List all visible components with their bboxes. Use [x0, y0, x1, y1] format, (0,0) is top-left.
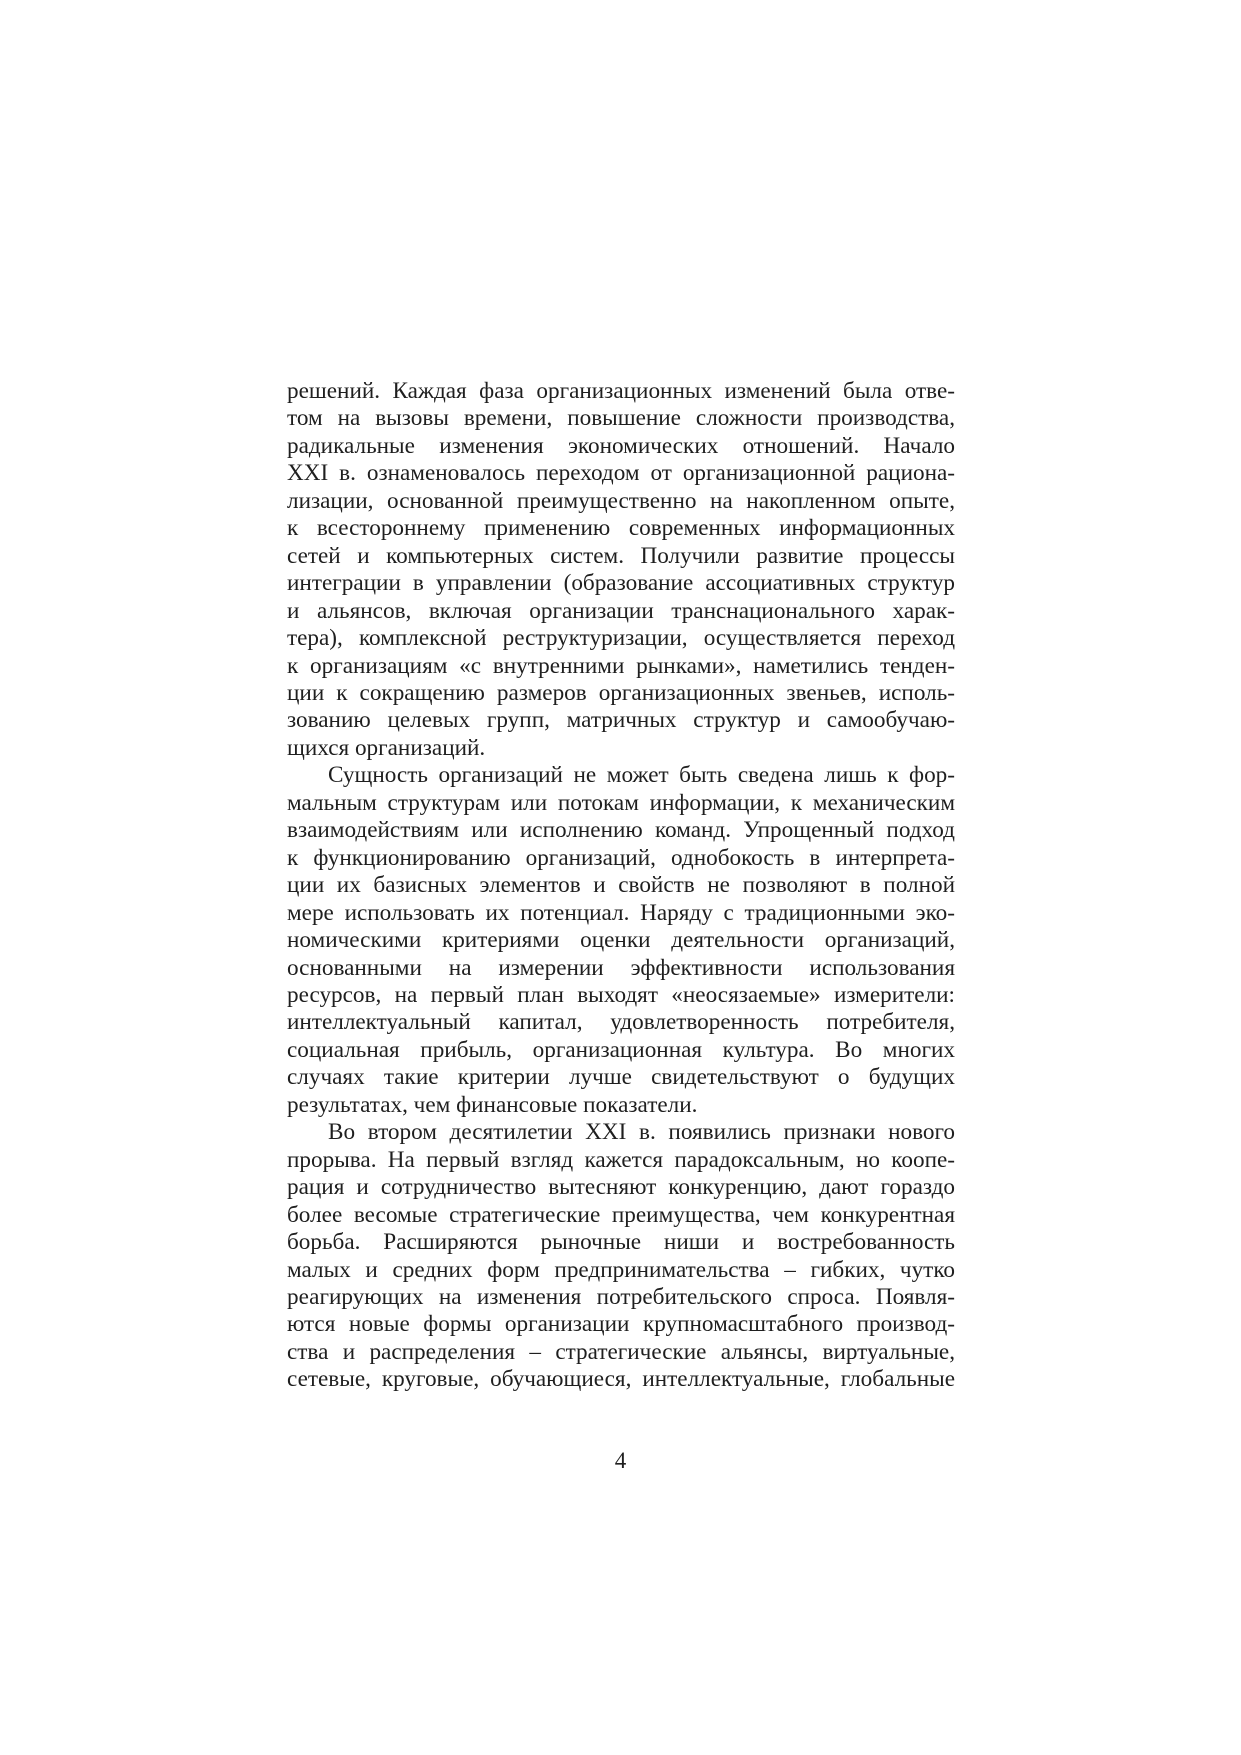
- text-line: рация и сотрудничество вытесняют конкуренцию, дают гораздо: [287, 1174, 955, 1201]
- text-line: Сущность организаций не может быть сведена лишь к фор-: [328, 762, 955, 789]
- text-line: к всестороннему применению современных информационных: [287, 515, 955, 542]
- text-line: прорыва. На первый взгляд кажется парадоксальным, но коопе-: [287, 1146, 955, 1173]
- text-line: интеграции в управлении (образование ассоциативных структур: [287, 570, 955, 597]
- body-text: [287, 378, 955, 1394]
- text-line: мере использовать их потенциал. Наряду с традиционными эко-: [287, 899, 955, 926]
- text-line: результатах, чем финансовые показатели.: [287, 1091, 698, 1118]
- text-line: интеллектуальный капитал, удовлетворенность потребителя,: [287, 1009, 955, 1036]
- text-line: более весомые стратегические преимущества, чем конкурентная: [287, 1201, 955, 1228]
- text-line: реагирующих на изменения потребительского спроса. Появля-: [287, 1283, 955, 1310]
- text-line: ресурсов, на первый план выходят «неосязаемые» измерители:: [287, 981, 955, 1008]
- paragraph: [287, 762, 955, 1119]
- text-line: номическими критериями оценки деятельности организаций,: [287, 927, 955, 954]
- text-line: и альянсов, включая организации транснационального харак-: [287, 597, 955, 624]
- text-line: решений. Каждая фаза организационных изменений была отве-: [287, 378, 955, 404]
- text-line: случаях такие критерии лучше свидетельствуют о будущих: [287, 1064, 955, 1091]
- text-line: ции их базисных элементов и свойств не позволяют в полной: [287, 872, 955, 899]
- text-line: ции к сокращению размеров организационных звеньев, исполь-: [287, 679, 955, 706]
- text-line: к функционированию организаций, однобокость в интерпрета-: [287, 844, 955, 871]
- text-line: к организациям «с внутренними рынками», наметились тенден-: [287, 652, 955, 679]
- paragraph: [287, 378, 955, 762]
- text-line: щихся организаций.: [287, 734, 486, 761]
- text-line: основанными на измерении эффективности использования: [287, 954, 955, 981]
- text-line: борьба. Расширяются рыночные ниши и востребованность: [287, 1229, 955, 1256]
- text-line: сетей и компьютерных систем. Получили развитие процессы: [287, 542, 955, 569]
- text-line: социальная прибыль, организационная культура. Во многих: [287, 1036, 955, 1063]
- text-line: ства и распределения – стратегические альянсы, виртуальные,: [287, 1338, 955, 1365]
- text-line: ются новые формы организации крупномасштабного производ-: [287, 1311, 955, 1338]
- paragraph: [287, 1119, 955, 1394]
- text-line: XXI в. ознаменовалось переходом от организационной рациона-: [287, 460, 955, 487]
- text-line: Во втором десятилетии XXI в. появились признаки нового: [328, 1119, 955, 1146]
- text-line: зованию целевых групп, матричных структур и самообучаю-: [287, 707, 955, 734]
- text-line: малых и средних форм предпринимательства – гибких, чутко: [287, 1256, 955, 1283]
- text-line: лизации, основанной преимущественно на накопленном опыте,: [287, 487, 955, 514]
- text-line: сетевые, круговые, обучающиеся, интеллектуальные, глобальные: [287, 1366, 955, 1393]
- text-line: радикальные изменения экономических отношений. Начало: [287, 432, 955, 459]
- text-line: мальным структурам или потокам информации, к механическим: [287, 789, 955, 816]
- text-line: том на вызовы времени, повышение сложности производства,: [287, 405, 955, 432]
- text-line: взаимодействиям или исполнению команд. Упрощенный подход: [287, 817, 955, 844]
- page-number: 4: [614, 1448, 627, 1473]
- text-line: тера), комплексной реструктуризации, осуществляется переход: [287, 625, 955, 652]
